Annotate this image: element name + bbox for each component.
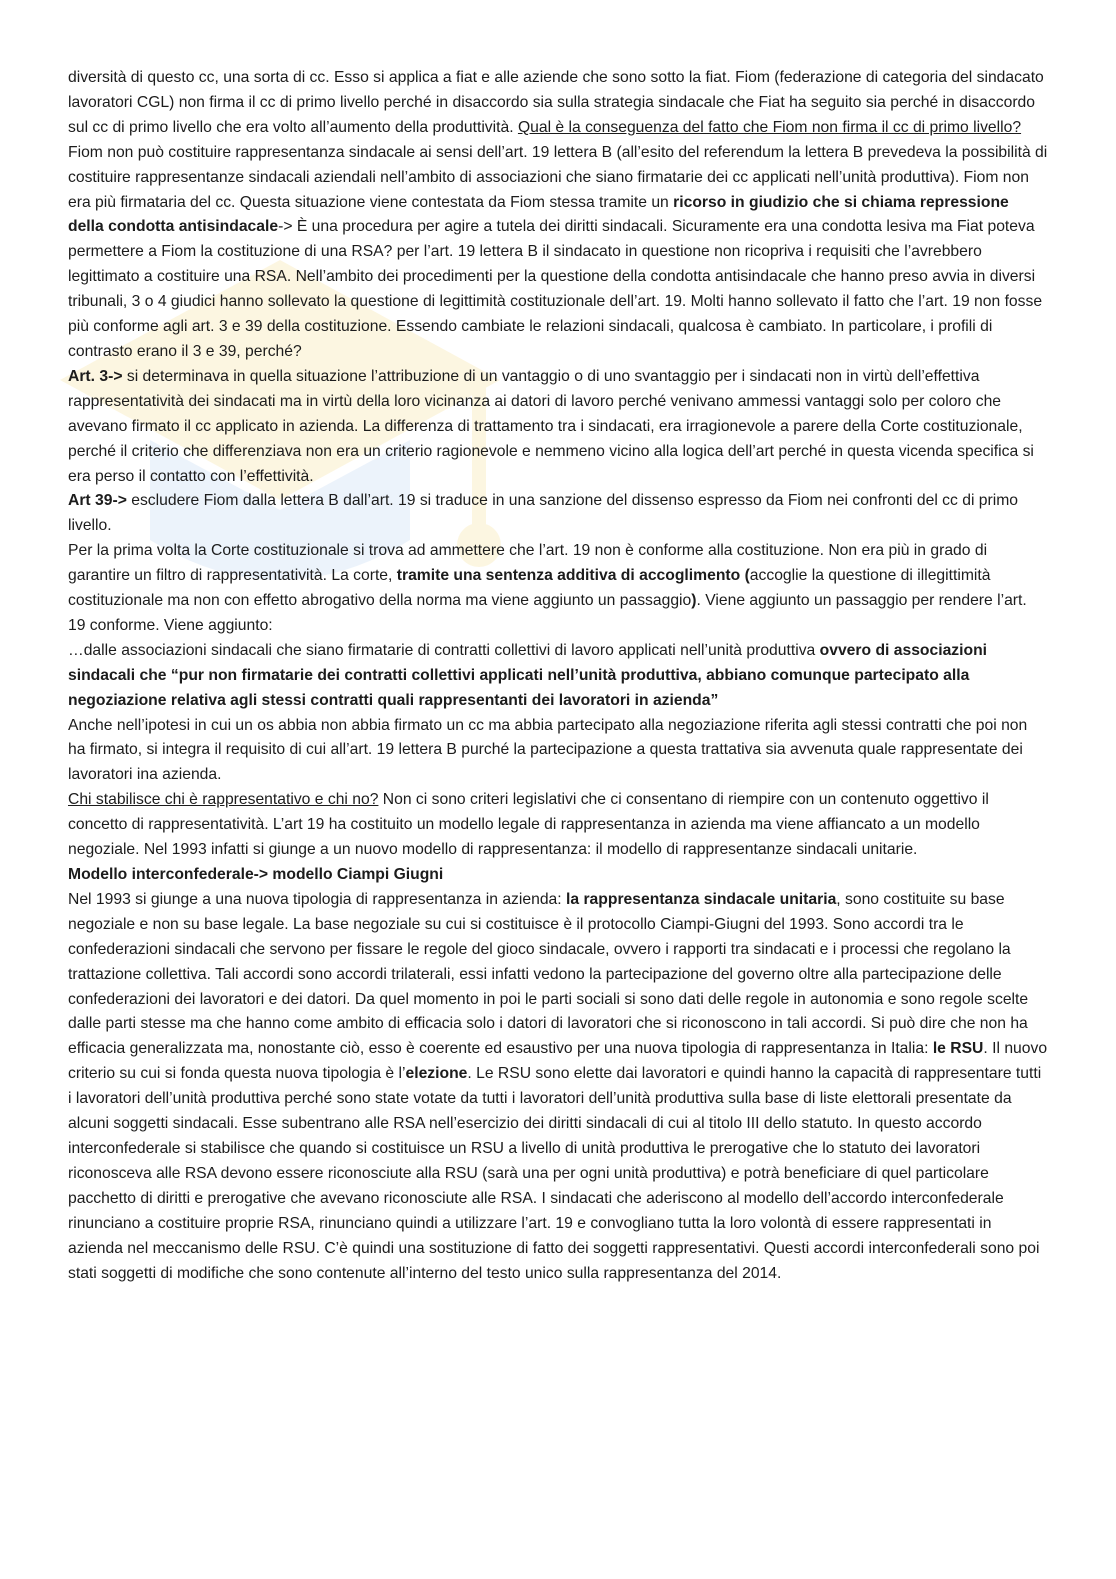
bold-text: Modello interconfederale-> modello Ciampi Giugni [68, 866, 444, 883]
text-run: . Il nuovo criterio su cui si fonda questa nuova tipologia è l’ [68, 1040, 1048, 1083]
bold-text: la rappresentanza sindacale unitaria [566, 890, 837, 908]
bold-text: ) [691, 592, 697, 610]
bold-text: ovvero di associazioni sindacali che “pur non firmatarie dei contratti collettivi applicati nell’unità produttiva, abbiano comunque partecipato alla negoziazione relativa agli stessi contratti quali rappresentanti dei lavoratori in azienda” [68, 641, 988, 709]
text-run: . Viene aggiunto un passaggio per rendere l’art. 19 conforme. Viene aggiunto: [68, 592, 1027, 634]
bold-text: elezione [405, 1065, 468, 1083]
paragraph [68, 639, 1048, 714]
text-run: Non ci sono criteri legislativi che ci consentano di riempire con un contenuto oggettivo il concetto di rappresentatività. L’art 19 ha costituito un modello legale di rappresentanza in azienda ma viene affiancato a un modello negoziale. Nel 1993 infatti si giunge a un nuovo modello di rappresentanza: il modello di rappresentanze sindacali unitarie. [68, 791, 989, 859]
paragraph [68, 863, 1048, 888]
text-run: . Le RSU sono elette dai lavoratori e quindi hanno la capacità di rappresentare tutti i lavoratori dell’unità produttiva perché sono state votate da tutti i lavoratori dell’unità produttiva sulla base di liste elettorali presentate da alcuni soggetti sindacali. Esse subentrano alle RSA nell’esercizio dei diritti sindacali di cui al titolo III dello statuto. In questo accordo interconfederale si stabilisce che quando si costituisce un RSU a livello di unità produttiva le prerogative che lo statuto dei lavoratori riconosceva alle RSA devono essere riconosciute alla RSU (sarà una per ogni unità produttiva) e potrà beneficiare di quel particolare pacchetto di diritti e prerogative che avevano riconosciute alle RSA. I sindacati che aderiscono al modello dell’accordo interconfederale rinunciano a costituire proprie RSA, rinunciano quindi a utilizzare l’art. 19 e convogliano tutta la loro volontà di essere rappresentati in azienda nel meccanismo delle RSU. C’è quindi una sostituzione di fatto dei soggetti rappresentativi. Questi accordi interconfederali sono poi stati soggetti di modifiche che sono contenute all’interno del testo unico sulla rappresentanza del 2014. [68, 1065, 1042, 1282]
document-page [68, 66, 1048, 1286]
paragraph [68, 539, 1048, 639]
bold-text: le RSU [932, 1040, 984, 1058]
text-run: …dalle associazioni sindacali che siano firmatarie di contratti collettivi di lavoro applicati nell’unità produttiva [68, 641, 820, 659]
text-run: si determinava in quella situazione l’attribuzione di un vantaggio o di uno svantaggio per i sindacati non in virtù dell’effettiva rappresentatività dei sindacati ma in virtù della loro vicinanza ai datori di lavoro perché venivano ammessi vantaggi solo per coloro che avevano firmato il cc applicato in azienda. La differenza di trattamento tra i sindacati, era irragionevole a parere della Corte costituzionale, perché il criterio che differenziava non era un criterio ragionevole e nemmeno vicino alla logica dell’art perché in questa vicenda specifica si era perso il contatto con l’effettività. [68, 367, 1034, 485]
paragraph [68, 489, 1048, 539]
bold-text: Art 39-> [68, 492, 127, 510]
text-run: Nel 1993 si giunge a una nuova tipologia di rappresentanza in azienda: [68, 890, 567, 908]
paragraph [68, 714, 1048, 789]
bold-text: tramite una sentenza additiva di accoglimento ( [396, 567, 750, 585]
bold-text: Art. 3-> [68, 367, 123, 385]
text-run: Fiom non può costituire rappresentanza sindacale ai sensi dell’art. 19 lettera B (all’esito del referendum la lettera B prevedeva la possibilità di costituire rappresentanze sindacali aziendali nell’ambito di associazioni che siano firmatarie dei cc applicati nell’unità produttiva). Fiom non era più firmataria del cc. Questa situazione viene contestata da Fiom stessa tramite un [68, 143, 1048, 211]
text-run: , sono costituite su base negoziale e non su base legale. La base negoziale su cui si costituisce è il protocollo Ciampi-Giugni del 1993. Sono accordi tra le confederazioni sindacali che servono per fissare le regole del gioco sindacale, ovvero i rapporti tra sindacati e i processi che regolano la trattazione collettiva. Tali accordi sono accordi trilaterali, essi infatti vedono la partecipazione del governo oltre alla partecipazione delle confederazioni dei lavoratori e dei datori. Da quel momento in poi le parti sociali si sono dati delle regole in autonomia e sono regole scelte dalle parti stesse ma che hanno come ambito di efficacia solo i datori di lavoratori che si riconoscono in tali accordi. Si può dire che non ha efficacia generalizzata ma, nonostante ciò, esso è coerente ed esaustivo per una nuova tipologia di rappresentanza in Italia: [68, 890, 1029, 1058]
text-run: diversità di questo cc, una sorta di cc. Esso si applica a fiat e alle aziende che sono sotto la fiat. Fiom (federazione di categoria del sindacato lavoratori CGL) non firma il cc di primo livello perché in disaccordo sia sulla strategia sindacale che Fiat ha seguito sia perché in disaccordo sul cc di primo livello che era volto all’aumento della produttività. [68, 69, 1044, 136]
text-run: accoglie la questione di illegittimità costituzionale ma non con effetto abrogativo della norma ma viene aggiunto un passaggio [68, 567, 991, 610]
underlined-question: Chi stabilisce chi è rappresentativo e chi no? [68, 791, 379, 809]
paragraph [68, 66, 1048, 365]
text-run: Anche nell’ipotesi in cui un os abbia non abbia firmato un cc ma abbia partecipato alla negoziazione riferita agli stessi contratti che poi non ha firmato, si integra il requisito di cui all’art. 19 lettera B purché la partecipazione a questa trattativa sia avvenuta quale rappresentate dei lavoratori ina azienda. [68, 716, 1028, 784]
text-run: Per la prima volta la Corte costituzionale si trova ad ammettere che l’art. 19 non è conforme alla costituzione. Non era più in grado di garantire un filtro di rappresentatività. La corte, [68, 542, 988, 585]
text-run: -> È una procedura per agire a tutela dei diritti sindacali. Sicuramente era una condotta lesiva ma Fiat poteva permettere a Fiom la costituzione di una RSA? per l’art. 19 lettera B il sindacato in questione non ricopriva i requisiti che l’avrebbero legittimato a costituire una RSA. Nell’ambito dei procedimenti per la questione della condotta antisindacale che hanno preso avvia in diversi tribunali, 3 o 4 giudici hanno sollevato la questione di legittimità costituzionale dell’art. 19. Molti hanno sollevato il fatto che l’art. 19 non fosse più conforme agli art. 3 e 39 della costituzione. Essendo cambiate le relazioni sindacali, qualcosa è cambiato. In particolare, i profili di contrasto erano il 3 e 39, perché? [68, 218, 1043, 360]
paragraph [68, 888, 1048, 1287]
text-run: escludere Fiom dalla lettera B dall’art. 19 si traduce in una sanzione del dissenso espresso da Fiom nei confronti del cc di primo livello. [68, 492, 1019, 535]
underlined-question: Qual è la conseguenza del fatto che Fiom non firma il cc di primo livello? [517, 118, 1022, 136]
paragraph [68, 788, 1048, 863]
bold-text: ricorso in giudizio che si chiama repressione della condotta antisindacale [68, 193, 1009, 236]
paragraph [68, 365, 1048, 490]
